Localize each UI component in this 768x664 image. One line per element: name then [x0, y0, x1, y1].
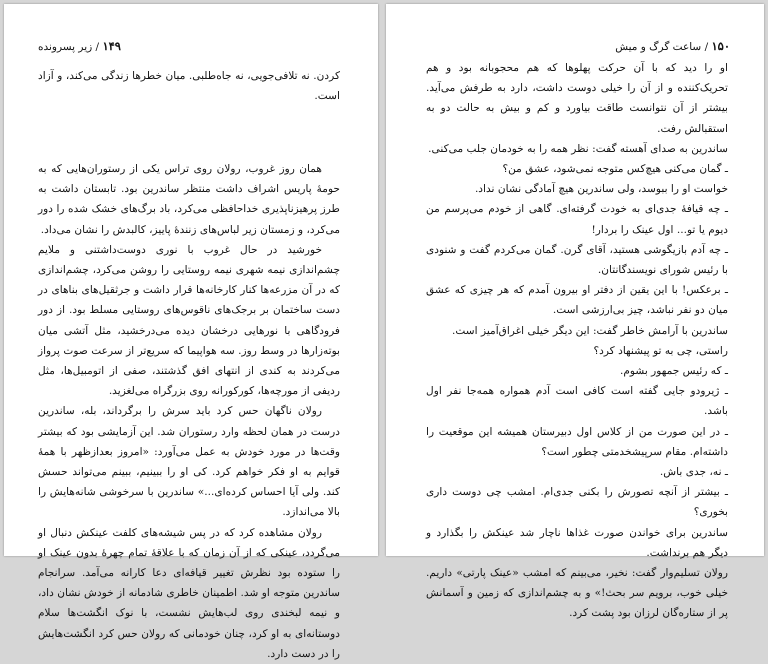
paragraph: ساندرین با آرامش خاطر گفت: این دیگر خیلی اغراق‌آمیز است.	[452, 324, 728, 337]
right-body-text	[426, 58, 728, 624]
paragraph: ساندرین برای خواندن صورت غذاها ناچار شد عینکش را بگذارد و دیگر هم برنداشت.	[426, 526, 728, 559]
left-header-title: زیر پسرونده	[38, 41, 93, 53]
paragraph: رولان ناگهان حس کرد باید سرش را برگرداند، بله، ساندرین درست در همان لحظه وارد رستوران شد. این آزمایشی بود که بیشتر وقت‌ها در مورد خودش به عمل می‌آورد: «امروز بعدازظهر با همهٔ قوایم به او فکر خواهم کرد. کی او را ببینیم، ببینم می‌تواند حسش کند. ولی آیا احساس کرده‌ای...» ساندرین با سرخوشی شانه‌هایش را بالا می‌اندازد.	[38, 405, 340, 519]
paragraph: همان روز غروب، رولان روی تراس یکی از رستوران‌هایی که به حومهٔ پاریس اشراف داشت منتظر ساندرین بود. تابستان داشت به طرز پرهیزناپذیری خداحافظی می‌کرد، باد برگ‌های خشک شده را دور می‌کرد، و زمستان زیر لباس‌های زنندهٔ پاییز، کالبدش را نشان می‌داد.	[38, 163, 340, 236]
paragraph: رولان تسلیم‌وار گفت: نخیر، می‌بینم که امشب «عینک پارتی» داریم. خیلی خوب، برویم سر بحث!» و به چشم‌اندازی که زمین و آسمانش پر از ستاره‌گان لرزان بود پشت کرد.	[426, 567, 728, 620]
right-header-title: ساعت گرگ و میش	[615, 41, 702, 53]
paragraph: ـ چه آدم بازیگوشی هستید، آقای گرن. گمان می‌کردم گفت و شنودی با رئیس شورای نویسندگانتان.	[426, 243, 728, 277]
left-running-header	[38, 39, 121, 53]
left-page	[4, 4, 378, 660]
paragraph: ـ نه، جدی باش.	[659, 466, 728, 479]
paragraph: ساندرین به صدای آهسته گفت: نظر همه را به خودمان جلب می‌کنی.	[428, 142, 728, 155]
right-page-number: ۱۵۰	[711, 39, 730, 53]
paragraph: خورشید در حال غروب با نوری دوست‌داشتنی و ملایم چشم‌اندازی نیمه شهری نیمه روستایی را روشن می‌کرد، چشم‌اندازی که در آن مزرعه‌ها کنار کارخانه‌ها قرار داشت و جرثقیل‌های بناهای در دست ساختمان بر برجک‌های ناقوس‌های روستایی مسلط بود. از دور فرودگاهی با نورهایی درخشان دیده می‌درخشید، مثل آتشی میان بوته‌زارها در وسط روز. سه هواپیما که سریع‌تر از سرعت صوت پرواز می‌کردند به کندی از انتهای افق گذشتند، صفی از اتومبیل‌ها، مثل ردیفی از مورچه‌ها، کورکورانه روی بزرگراه می‌لغزید.	[38, 243, 340, 398]
paragraph: کردن. نه تلافی‌جویی، نه جاه‌طلبی. میان خطرها زندگی می‌کند، و آزاد است.	[38, 70, 340, 103]
paragraph: ـ بیشتر از آنچه تصورش را بکنی جدی‌ام. امشب چی دوست داری بخوری؟	[426, 486, 728, 519]
left-top-paragraph	[38, 66, 340, 106]
paragraph: رولان مشاهده کرد که در پس شیشه‌های کلفت عینکش دنبال او می‌گردد، عینکی که از آن زمان که با علاقهٔ تمام چهرهٔ بدون عینک او را ستوده بود نظرش تغییر قیافه‌ای دعا کارانه می‌آمد. سرانجام ساندرین متوجه او شد. اطمینان خاطری شادمانه از خودش نشان داد، و نیمه لبخندی روی لب‌هایش نشست، با نوک انگشت‌ها سلام دوستانه‌ای به او کرد، چنان خودمانی که رولان حس کرد انگشت‌هایش را در دست دارد.	[38, 526, 340, 660]
paragraph: راستی، چی به تو پیشنهاد کرد؟	[593, 344, 728, 357]
left-header-separator: /	[92, 41, 100, 53]
right-running-header	[615, 39, 730, 53]
paragraph: ـ که رئیس جمهور بشوم.	[619, 365, 728, 378]
paragraph: ـ در این صورت من از کلاس اول دبیرستان همیشه این موقعیت را داشته‌ام. مقام سرپیشخدمتی چطور است؟	[426, 425, 728, 458]
paragraph: ـ چه قیافهٔ جدی‌ای به خودت گرفته‌ای. گاهی از خودم می‌پرسم من دیوم یا تو... اول عینک را بردار!	[426, 203, 728, 236]
right-page	[386, 4, 764, 620]
paragraph: ـ گمان می‌کنی هیچ‌کس متوجه نمی‌شود، عشق من؟	[502, 163, 728, 176]
paragraph: خواست او را ببوسد، ولی ساندرین هیچ آمادگی نشان نداد.	[474, 183, 728, 196]
left-body-text	[38, 159, 340, 664]
right-header-separator: /	[701, 41, 709, 53]
paragraph: ـ ژیرودو جایی گفته است کافی است آدم همواره همه‌جا نفر اول باشد.	[426, 385, 728, 418]
paragraph: او را دید که با آن حرکت پهلوها که هم محجوبانه بود و هم تحریک‌کننده و از آن را خیلی دوست داشت، دارد به طرفش می‌آید. بیشتر از آن نتوانست طاقت بیاورد و کم و بیش به حالت دو به استقبالش رفت.	[426, 62, 728, 135]
paragraph: ـ برعکس! با این یقین از دفتر او بیرون آمدم که هر چیزی که عشق میان دو نفر نباشد، چیز بی‌ارزشی است.	[426, 284, 728, 317]
left-page-number: ۱۴۹	[102, 39, 121, 53]
